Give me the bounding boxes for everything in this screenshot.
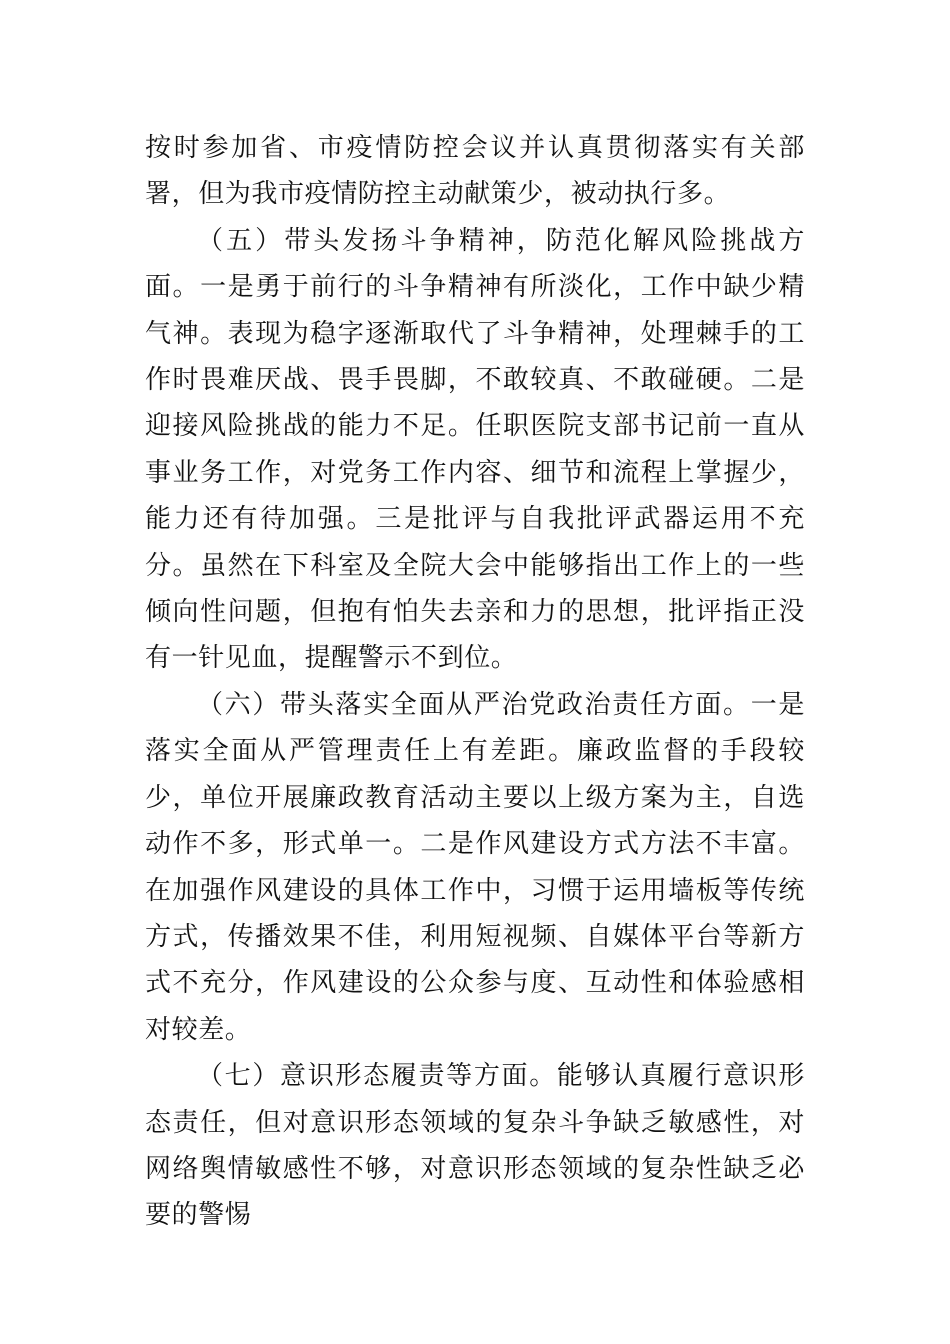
paragraph-continuation: 按时参加省、市疫情防控会议并认真贯彻落实有关部署，但为我市疫情防控主动献策少，被动执行多。 <box>145 133 805 210</box>
paragraph-section-5: （五）带头发扬斗争精神，防范化解风险挑战方面。一是勇于前行的斗争精神有所淡化，工作中缺少精气神。表现为稳字逐渐取代了斗争精神，处理棘手的工作时畏难厌战、畏手畏脚，不敢较真、不敢碰硬。二是迎接风险挑战的能力不足。任职医院支部书记前一直从事业务工作，对党务工作内容、细节和流程上掌握少，能力还有待加强。三是批评与自我批评武器运用不充分。虽然在下科室及全院大会中能够指出工作上的一些倾向性问题，但抱有怕失去亲和力的思想，批评指正没有一针见血，提醒警示不到位。 <box>145 225 805 674</box>
paragraph-section-6: （六）带头落实全面从严治党政治责任方面。一是落实全面从严管理责任上有差距。廉政监督的手段较少，单位开展廉政教育活动主要以上级方案为主，自选动作不多，形式单一。二是作风建设方式方法不丰富。在加强作风建设的具体工作中，习惯于运用墙板等传统方式，传播效果不佳，利用短视频、自媒体平台等新方式不充分，作风建设的公众参与度、互动性和体验感相对较差。 <box>145 689 805 1045</box>
document-body <box>145 125 805 1239</box>
paragraph-section-7: （七）意识形态履责等方面。能够认真履行意识形态责任，但对意识形态领域的复杂斗争缺乏敏感性，对网络舆情敏感性不够，对意识形态领域的复杂性缺乏必要的警惕 <box>145 1061 805 1231</box>
